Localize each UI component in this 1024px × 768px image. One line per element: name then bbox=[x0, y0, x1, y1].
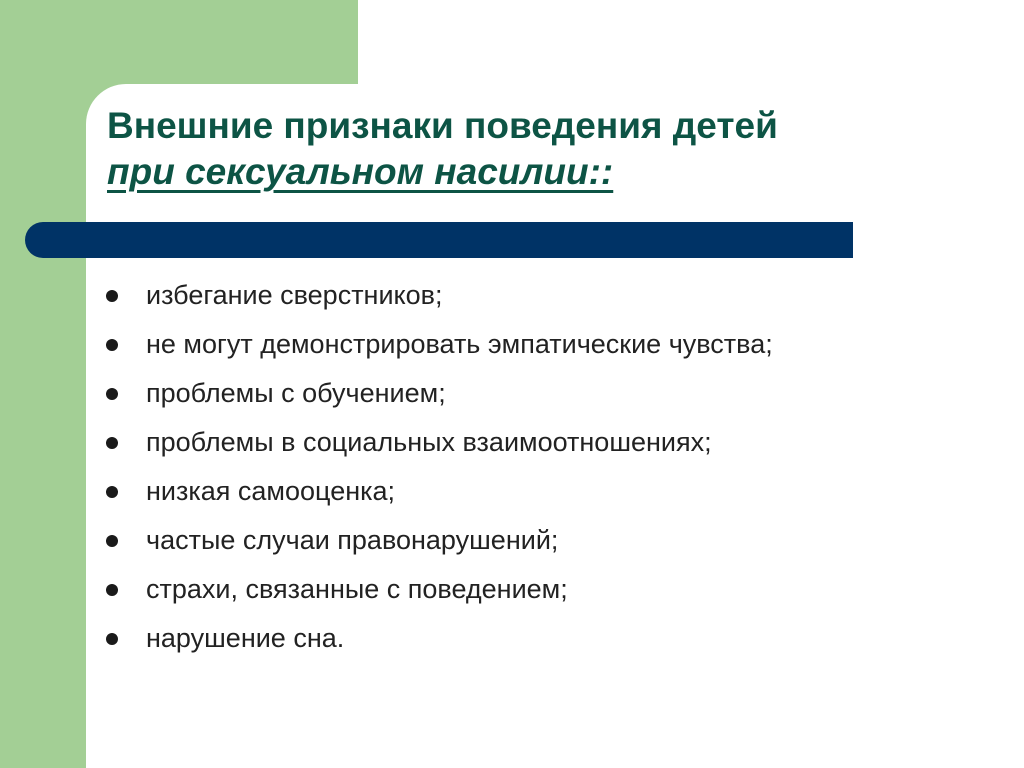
bullet-dot-icon bbox=[106, 584, 118, 596]
bullet-item bbox=[104, 320, 773, 369]
bullet-text: избегание сверстников; bbox=[146, 280, 443, 310]
slide-title bbox=[107, 103, 987, 196]
title-divider-bar bbox=[25, 222, 853, 258]
bullet-item bbox=[104, 369, 773, 418]
bullet-item bbox=[104, 467, 773, 516]
bullet-text: частые случаи правонарушений; bbox=[146, 525, 559, 555]
bullet-dot-icon bbox=[106, 486, 118, 498]
bullet-item bbox=[104, 418, 773, 467]
bullet-text: нарушение сна. bbox=[146, 623, 345, 653]
bullet-list bbox=[104, 271, 773, 663]
bullet-dot-icon bbox=[106, 388, 118, 400]
bullet-text: страхи, связанные с поведением; bbox=[146, 574, 568, 604]
bullet-dot-icon bbox=[106, 535, 118, 547]
slide-title-line-2: при сексуальном насилии:: bbox=[107, 151, 614, 193]
bullet-text: проблемы в социальных взаимоотношениях; bbox=[146, 427, 712, 457]
decor-green-strip-left bbox=[0, 0, 86, 768]
bullet-item bbox=[104, 614, 773, 663]
bullet-dot-icon bbox=[106, 290, 118, 302]
bullet-text: не могут демонстрировать эмпатические чувства; bbox=[146, 329, 773, 359]
bullet-dot-icon bbox=[106, 633, 118, 645]
bullet-text: низкая самооценка; bbox=[146, 476, 396, 506]
bullet-dot-icon bbox=[106, 437, 118, 449]
bullet-item bbox=[104, 516, 773, 565]
bullet-dot-icon bbox=[106, 339, 118, 351]
slide-title-line-1: Внешние признаки поведения детей bbox=[107, 105, 778, 146]
bullet-item bbox=[104, 271, 773, 320]
bullet-text: проблемы с обучением; bbox=[146, 378, 446, 408]
bullet-item bbox=[104, 565, 773, 614]
